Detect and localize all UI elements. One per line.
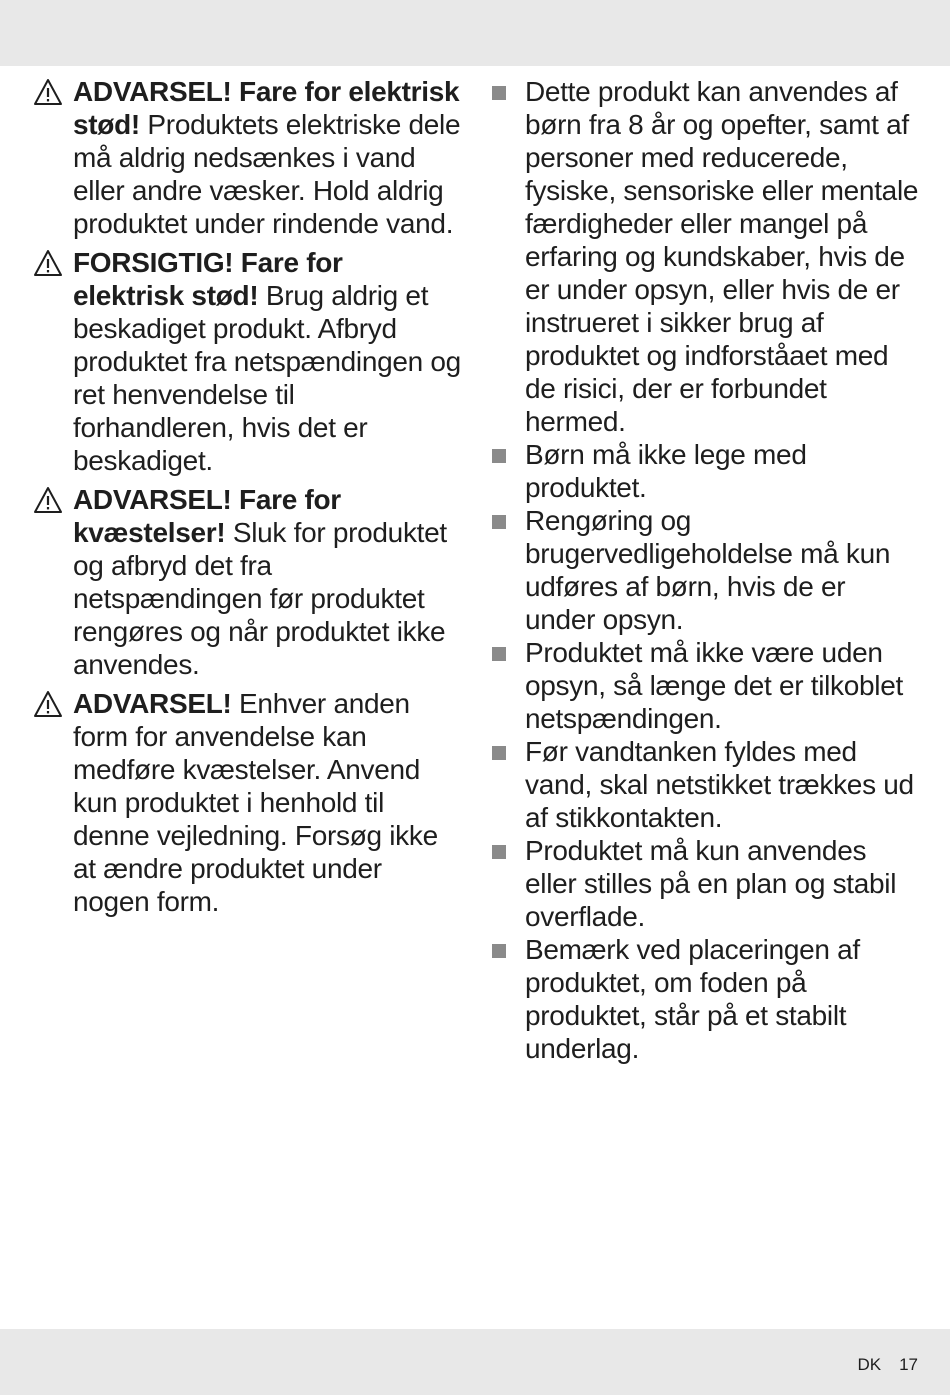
language-code: DK [857, 1355, 882, 1374]
list-item [489, 438, 919, 504]
bullet-square-icon [492, 449, 506, 463]
list-item-text: Rengøring og brugervedligeholdelse må kun udføres af børn, hvis de er under opsyn. [525, 505, 891, 635]
warning-text: Sluk for produktet og afbryd det fra netspændingen før produktet rengøres og når produktet ikke anvendes. [73, 517, 447, 680]
warning-heading: ADVARSEL! Fare for kvæstelser! [73, 484, 341, 548]
list-item [489, 735, 919, 834]
warning-triangle-icon [33, 249, 63, 277]
warning-text: Enhver anden form for anvendelse kan medføre kvæstelser. Anvend kun produktet i henhold til denne vejledning. Forsøg ikke at ændre produktet under nogen form. [73, 688, 438, 917]
list-item [489, 504, 919, 636]
warning-item [33, 483, 461, 681]
list-item [489, 834, 919, 933]
list-item-text: Bemærk ved placeringen af produktet, om foden på produktet, står på et stabilt underlag. [525, 934, 860, 1064]
bullets-column [489, 75, 919, 1065]
warning-heading: ADVARSEL! Fare for elektrisk stød! [73, 76, 460, 140]
warnings-column [33, 75, 461, 924]
list-item [489, 636, 919, 735]
warning-triangle-icon [33, 78, 63, 106]
page-number: 17 [899, 1355, 918, 1374]
list-item-text: Børn må ikke lege med produktet. [525, 439, 807, 503]
warning-item [33, 687, 461, 918]
header-band [0, 0, 950, 66]
list-item-text: Før vandtanken fyldes med vand, skal netstikket trækkes ud af stikkontakten. [525, 736, 914, 833]
list-item [489, 933, 919, 1065]
bullet-square-icon [492, 515, 506, 529]
list-item-text: Dette produkt kan anvendes af børn fra 8 år og opefter, samt af personer med reducerede, fysiske, sensoriske eller mentale færdigheder eller mangel på erfaring og kundskaber, hvis de er under opsyn, eller hvis de er instrueret i sikker brug af produktet og indforståaet med de risici, der er forbundet hermed. [525, 76, 919, 437]
warning-item [33, 75, 461, 240]
list-item-text: Produktet må ikke være uden opsyn, så længe det er tilkoblet netspændingen. [525, 637, 903, 734]
warning-text: Produktets elektriske dele må aldrig nedsænkes i vand eller andre væsker. Hold aldrig produktet under rindende vand. [73, 109, 461, 239]
list-item-text: Produktet må kun anvendes eller stilles på en plan og stabil overflade. [525, 835, 897, 932]
warning-heading: ADVARSEL! [73, 688, 232, 719]
footer-band [0, 1329, 950, 1395]
bullet-square-icon [492, 746, 506, 760]
bullet-square-icon [492, 845, 506, 859]
warning-triangle-icon [33, 486, 63, 514]
page-footer [857, 1355, 918, 1375]
warning-item [33, 246, 461, 477]
bullet-square-icon [492, 86, 506, 100]
warning-text: Brug aldrig et beskadiget produkt. Afbryd produktet fra netspændingen og ret henvendelse til forhandleren, hvis det er beskadiget. [73, 280, 461, 476]
bullet-square-icon [492, 647, 506, 661]
list-item [489, 75, 919, 438]
bullet-square-icon [492, 944, 506, 958]
warning-triangle-icon [33, 690, 63, 718]
warning-heading: FORSIGTIG! Fare for elektrisk stød! [73, 247, 343, 311]
